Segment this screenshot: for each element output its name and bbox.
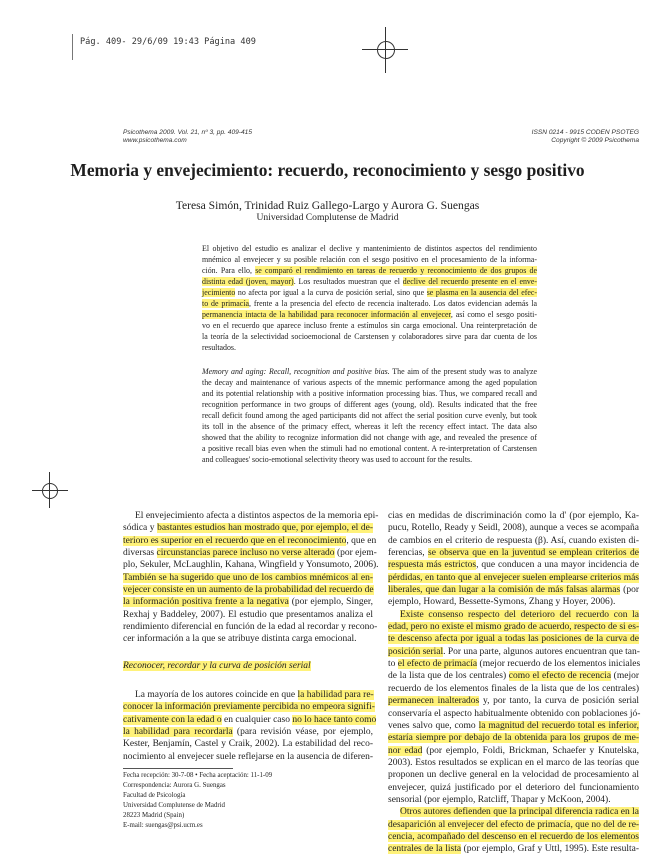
footnote-line: Universidad Complutense de Madrid xyxy=(123,802,226,810)
highlighted-text: circunstancias parece incluso no verse alterado xyxy=(156,548,335,559)
text-segment: a positive recall bias even when the stimuli had no emotional content. A re-interpretation of Carstensen xyxy=(202,444,537,453)
journal-coden: ISSN 0214 - 9915 CODEN PSOTEG xyxy=(531,129,639,136)
highlighted-text: pérdidas, en tanto que al envejecer suelen emplearse criterios más xyxy=(388,572,639,583)
text-line xyxy=(388,646,639,658)
text-line xyxy=(388,782,639,794)
highlighted-text: terioro es superior en el recuerdo que en el reconocimiento xyxy=(123,535,347,546)
highlighted-text: nor edad xyxy=(388,745,423,756)
text-segment: envejecer, quizá justificado por el deterioro del funcionamiento xyxy=(388,782,639,793)
text-line xyxy=(123,714,377,726)
text-line xyxy=(123,621,378,633)
text-segment: its toll in the absence of the primacy effect, whereas it left the recency effect intact. The data also xyxy=(202,422,537,431)
text-line xyxy=(388,559,639,571)
text-segment: recall deficit found among the aged participants did not affect the serial position curve evenly, but took xyxy=(202,411,537,420)
text-line xyxy=(123,701,373,713)
text-line xyxy=(202,298,537,309)
text-line xyxy=(202,309,537,320)
text-segment: Rexhaj y Baddeley, 2007). El estudio que presentamos analiza el xyxy=(123,609,373,620)
text-line xyxy=(388,633,639,645)
highlighted-text: to de primacía xyxy=(202,299,249,308)
abstract-english xyxy=(202,366,537,465)
text-line xyxy=(202,320,537,331)
text-line xyxy=(202,399,537,410)
text-line xyxy=(123,522,373,534)
text-segment: The aim of the present study was to analyze xyxy=(389,367,537,376)
slug-rule xyxy=(72,34,73,60)
text-segment: showed that the ability to recognize information did not change with age, and revealed the presence of xyxy=(202,433,537,442)
footnote-line: Correspondencia: Aurora G. Suengas xyxy=(123,782,226,790)
highlighted-text: como el efecto de recencia xyxy=(508,671,612,682)
highlighted-text: la habilidad para recordarla xyxy=(123,727,233,738)
paper-authors: Teresa Simón, Trinidad Ruiz Gallego-Largo y Aurora G. Suengas xyxy=(175,199,480,212)
highlighted-text: liberales, que dan lugar a la comisión de más falsas alarmas xyxy=(388,585,621,596)
text-segment: proponen un declive general en la velocidad de procesamiento al xyxy=(388,770,639,781)
text-line xyxy=(388,535,639,547)
text-segment: recognition performance in two groups of different ages (young, old). Results indicated that the free xyxy=(202,400,537,409)
section-heading xyxy=(123,660,373,672)
highlighted-text: centrales de la lista xyxy=(388,844,462,855)
highlighted-text: vejecer consiste en un aumento de la probabilidad del recuerdo de xyxy=(123,585,374,596)
text-line xyxy=(388,757,639,769)
text-segment: nocimiento al envejecer suele reflejarse en la ausencia de diferen- xyxy=(123,751,373,762)
footnote-line: Fecha recepción: 30-7-08 • Fecha aceptación: 11-1-09 xyxy=(123,772,273,779)
highlighted-text: distinta edad (joven, mayor) xyxy=(202,277,294,286)
journal-url: www.psicothema.com xyxy=(123,137,187,145)
text-segment: cias en medidas de discriminación como la d' (por ejemplo, Ka- xyxy=(388,511,639,521)
intro-paragraph xyxy=(123,510,379,646)
text-segment: La mayoría de los autores coincide en que xyxy=(135,690,298,700)
text-segment: de la lista que de los centrales) xyxy=(388,671,509,682)
text-segment: y, por tanto, la curva de posición serial xyxy=(479,696,639,707)
footnote-rule xyxy=(123,768,233,769)
text-line xyxy=(123,596,373,608)
highlighted-text: se observa que en la juventud se emplean criterios de xyxy=(428,548,639,559)
text-line xyxy=(388,510,639,522)
text-line xyxy=(388,547,639,559)
text-line xyxy=(202,287,537,298)
highlighted-text: declive del recuerdo presente en el enve- xyxy=(402,277,537,286)
highlighted-text: jecimiento xyxy=(202,288,236,297)
text-line xyxy=(123,547,377,559)
highlighted-text: permanecen inalterados xyxy=(388,696,480,707)
text-segment: Kester, Benjamín, Castel y Craik, 2002). La estabilidad del reco- xyxy=(123,739,373,750)
text-segment: la teoría de la selectividad socioemocional de Carstensen y colaboradores sirve para dar cuenta de los xyxy=(202,332,537,341)
journal-issue: Psicothema 2009. Vol. 21, nº 3, pp. 409-415 xyxy=(123,129,252,136)
text-segment: El envejecimiento afecta a distintos aspectos de la memoria epi- xyxy=(135,511,379,521)
text-segment: resultados. xyxy=(202,343,236,352)
highlighted-text: la habilidad para re- xyxy=(297,690,374,700)
highlighted-text: conocer la información previamente percibida no empeora signifi- xyxy=(123,702,375,713)
text-segment: de cambios en el criterio de respuesta (β). Así, cuando existen di- xyxy=(388,535,639,546)
text-segment: en cualquier caso xyxy=(221,714,293,725)
highlighted-text: Existe consenso respecto del deterioro del recuerdo con la xyxy=(400,609,639,620)
text-segment: ción. Para ello, xyxy=(202,266,256,275)
text-segment: to xyxy=(388,659,398,670)
text-line xyxy=(388,720,639,732)
text-segment: and its potential relationship with a positive information processing bias. Thus, we compared recall and xyxy=(202,389,537,398)
text-segment: no afecta por igual a la curva de posición serial, sino que xyxy=(235,288,427,297)
highlighted-text: edad, pero no existe el mismo grado de acuerdo, respecto de si es- xyxy=(388,622,640,633)
journal-copyright: Copyright © 2009 Psicothema xyxy=(551,137,639,145)
text-segment: (por ejem- xyxy=(334,548,377,559)
highlighted-text: permanencia intacta de la habilidad para reconocer información al envejecer xyxy=(202,310,451,319)
footnote xyxy=(123,771,373,832)
text-line xyxy=(202,443,537,454)
text-line xyxy=(388,695,639,707)
text-segment: El objetivo del estudio es analizar el declive y mantenimiento de distintos aspectos del rendimiento xyxy=(202,244,537,253)
highlighted-text: la magnitud del recuerdo total es inferior, xyxy=(478,720,639,731)
text-segment: (mejor recuerdo de los elementos iniciales xyxy=(477,659,641,670)
text-line xyxy=(388,596,639,608)
text-line xyxy=(388,683,639,695)
text-segment: (por ejemplo, Foldi, Brickman, Schaefer y Knutelska, xyxy=(422,745,639,756)
highlighted-text: no lo hace tanto como xyxy=(292,714,377,725)
text-segment: ferencias, xyxy=(388,548,429,559)
text-segment: conservaría el aspecto habitualmente obtenido con poblaciones jó- xyxy=(388,708,641,719)
text-segment: vo en el recuerdo que aparece incluso frente a estímulos sin carga emocional. Una reinterpretación de xyxy=(202,321,537,330)
text-segment: , que conducen a una mayor incidencia de xyxy=(476,560,639,571)
text-line xyxy=(202,331,537,342)
text-line xyxy=(388,806,639,818)
text-line xyxy=(123,510,379,522)
text-line xyxy=(202,388,537,399)
text-line xyxy=(202,410,537,421)
section-paragraph xyxy=(123,689,377,763)
journal-citation xyxy=(123,129,383,145)
text-line xyxy=(388,572,639,584)
text-segment: and colleagues' socio-emotional selectivity theory was used to account for the results. xyxy=(202,455,473,464)
footnote-line: E-mail: suengas@psi.ucm.es xyxy=(123,822,203,830)
highlighted-text: se plasma en la ausencia del efec- xyxy=(426,288,537,297)
text-line xyxy=(123,609,373,621)
text-segment: diversas xyxy=(123,548,157,559)
text-line xyxy=(202,342,537,353)
text-line xyxy=(388,609,639,621)
highlighted-text: te descenso afecta por igual a todas las posiciones de la curva de xyxy=(388,634,639,645)
text-line xyxy=(202,377,537,388)
text-line xyxy=(202,432,537,443)
text-line xyxy=(388,732,639,744)
text-line xyxy=(202,276,537,287)
text-line xyxy=(202,265,537,276)
text-segment: plo, Sekuler, McLaughlin, Kahana, Wingfield y Yonsumoto, 2006). xyxy=(123,560,379,571)
text-segment: venes salvo que, como xyxy=(388,720,479,731)
text-line xyxy=(123,751,373,763)
text-segment: . Los resultados muestran que el xyxy=(293,277,403,286)
text-line xyxy=(388,670,639,682)
text-line xyxy=(388,522,639,534)
text-line xyxy=(202,243,537,254)
highlighted-text: posición serial xyxy=(388,646,444,657)
highlighted-text: También se ha sugerido que uno de los cambios mnémicos al en- xyxy=(123,572,373,583)
text-segment: . Por una parte, algunos autores encuentran que tan- xyxy=(443,646,640,657)
text-line xyxy=(388,794,639,806)
text-segment: , que en xyxy=(346,535,377,546)
registration-mark-top xyxy=(377,41,395,59)
highlighted-text: la información positiva frente a la negativa xyxy=(123,597,289,608)
text-line xyxy=(202,421,537,432)
text-segment: cer información a la que se atribuye distinta carga emocional. xyxy=(123,634,357,645)
text-line xyxy=(123,738,373,750)
text-segment: (mejor xyxy=(611,671,639,682)
body-right-column xyxy=(388,510,639,856)
highlighted-text: estaría siempre por debajo de la obtenida para los grupos de me- xyxy=(388,733,639,744)
highlighted-text: desaparición al envejecer del efecto de primacía, que no del de re- xyxy=(388,819,640,830)
text-segment: recuerdo de los elementos finales de la lista que de los centrales) xyxy=(388,683,639,694)
abstract-spanish xyxy=(202,243,537,353)
text-line xyxy=(388,831,639,843)
text-line xyxy=(202,454,537,465)
footnote-line: Facultad de Psicología xyxy=(123,792,186,800)
section-heading-text: Reconocer, recordar y la curva de posición serial xyxy=(123,661,311,671)
text-segment: sódica y xyxy=(123,523,158,534)
text-line xyxy=(388,819,639,831)
text-line xyxy=(388,843,639,855)
text-line xyxy=(388,658,639,670)
text-line xyxy=(388,584,639,596)
text-segment: the decay and maintenance of various aspects of the mnemic performance among the aged population xyxy=(202,378,537,387)
text-segment: rendimiento diferencial en función de la edad al recordar y recono- xyxy=(123,622,378,633)
registration-mark-left xyxy=(42,483,58,499)
highlighted-text: el efecto de primacía xyxy=(397,659,478,670)
print-slug: Pág. 409- 29/6/09 19:43 Página 409 xyxy=(80,37,256,47)
paper-title: Memoria y envejecimiento: recuerdo, reconocimiento y sesgo positivo xyxy=(70,160,585,180)
text-segment: sensorial (por ejemplo, Ratcliff, Thapar y McKoon, 2004). xyxy=(388,794,611,805)
highlighted-text: respuesta más estrictos xyxy=(388,560,477,571)
text-line xyxy=(123,689,373,701)
highlighted-text: bastantes estudios han mostrado que, por ejemplo, el de- xyxy=(157,523,373,534)
text-line xyxy=(123,535,377,547)
text-segment: Memory and aging: Recall, recognition and positive bias. xyxy=(202,367,390,376)
text-segment: (para revisión véase, por ejemplo, xyxy=(232,727,373,738)
text-line xyxy=(388,621,639,633)
text-segment: (por ejemplo, Graf y Uttl, 1995). Este resulta- xyxy=(461,844,639,855)
highlighted-text: cativamente con la edad o xyxy=(123,714,222,725)
text-segment: mnémico al envejecer y su posible relación con el sesgo positivo en el procesamiento de la informa- xyxy=(202,255,537,264)
highlighted-text: cencia, acompañado del descenso en el recuerdo de los elementos xyxy=(388,831,639,842)
text-line xyxy=(123,572,373,584)
text-line xyxy=(388,708,639,720)
text-line xyxy=(123,559,379,571)
text-line xyxy=(123,726,373,738)
text-segment: 2003). Estos resultados se explican en el marco de las teorías que xyxy=(388,757,639,768)
text-segment: ejemplo, Howard, Bessette-Symons, Zhang y Hoyer, 2006). xyxy=(388,597,616,608)
text-line xyxy=(388,769,639,781)
footnote-line: 28223 Madrid (Spain) xyxy=(123,812,185,820)
highlighted-text: se comparó el rendimiento en tareas de recuerdo y reconocimiento de dos grupos de xyxy=(255,266,537,275)
text-line xyxy=(202,366,537,377)
journal-issn xyxy=(400,129,639,145)
text-segment: (por ejemplo, Singer, xyxy=(288,597,373,608)
author-affiliation: Universidad Complutense de Madrid xyxy=(256,212,399,223)
text-line xyxy=(202,254,537,265)
text-line xyxy=(123,633,373,645)
text-segment: pucu, Rotello, Ready y Seidl, 2008), aunque a veces se acompaña xyxy=(388,523,639,534)
text-line xyxy=(388,745,639,757)
text-line xyxy=(123,584,373,596)
highlighted-text: Otros autores defienden que la principal diferencia radica en la xyxy=(400,807,639,818)
text-segment: (por xyxy=(620,585,639,596)
text-segment: , frente a la presencia del efecto de recencia inalterado. Los datos evidencian además la xyxy=(248,299,538,308)
text-segment: , así como el sesgo positi- xyxy=(450,310,537,319)
